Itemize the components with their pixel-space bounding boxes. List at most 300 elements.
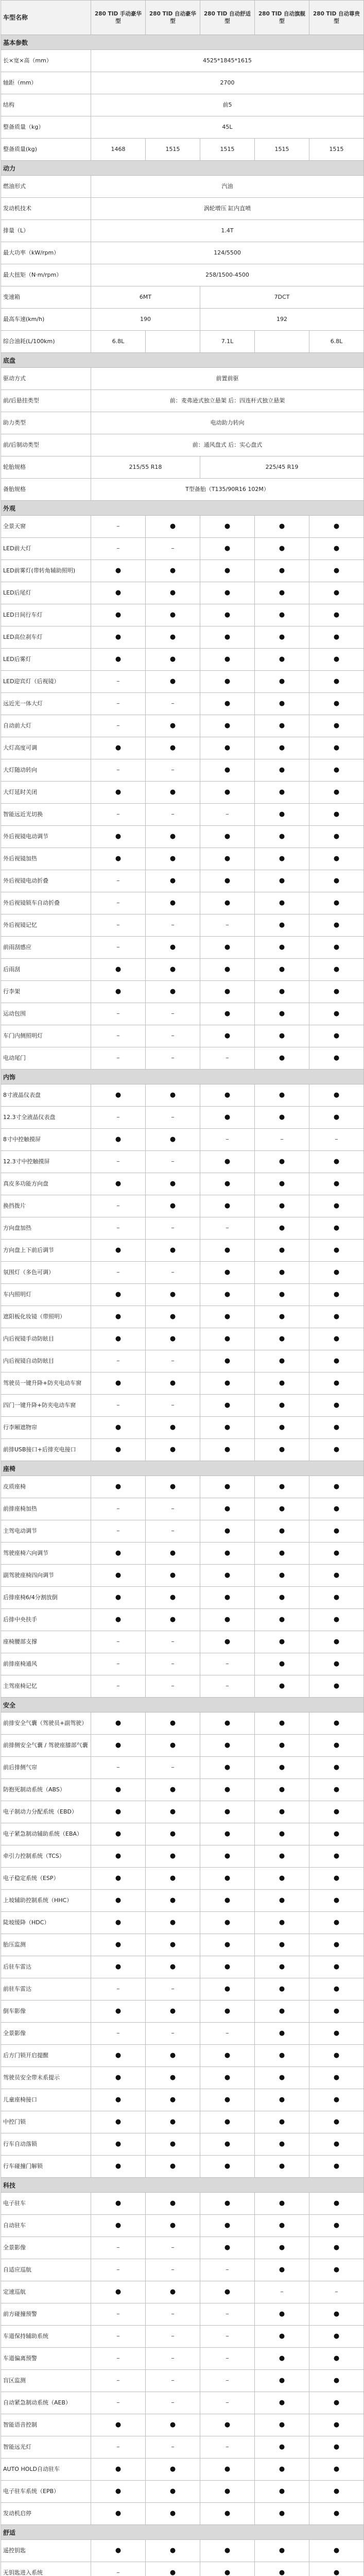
spec-value-group: 6MT xyxy=(91,286,200,309)
spec-row xyxy=(1,2326,364,2348)
spec-value-trim-3: ● xyxy=(200,1151,255,1173)
spec-value-trim-2: ● xyxy=(146,2193,200,2215)
spec-value-trim-1: – xyxy=(91,1107,146,1129)
spec-label: 牵引力控制系统（TCS） xyxy=(1,1845,91,1868)
spec-value-trim-4: ● xyxy=(255,1173,309,1195)
section-title: 基本参数 xyxy=(1,35,364,50)
spec-value-trim-4: ● xyxy=(255,2326,309,2348)
spec-value-trim-5: ● xyxy=(309,1107,364,1129)
spec-value-trim-3: – xyxy=(200,1217,255,1240)
spec-label: 座椅腰部支撑 xyxy=(1,1631,91,1653)
spec-value-trim-4: ● xyxy=(255,582,309,604)
spec-value-trim-1: – xyxy=(91,1151,146,1173)
spec-value-trim-4: ● xyxy=(255,1890,309,1912)
spec-label: 内后视镜自动防眩目 xyxy=(1,1350,91,1372)
spec-value-trim-5: 6.8L xyxy=(309,331,364,353)
spec-value-all-trims: 前：麦弗逊式独立悬架 后：四连杆式独立悬架 xyxy=(91,390,364,412)
spec-value-trim-1: – xyxy=(91,937,146,959)
spec-value-trim-3: ● xyxy=(200,1350,255,1372)
spec-value-trim-5: ● xyxy=(309,937,364,959)
spec-label: 前方碰撞预警 xyxy=(1,2303,91,2326)
spec-value-all-trims: 124/5500 xyxy=(91,242,364,264)
spec-value-trim-5: ● xyxy=(309,2303,364,2326)
spec-value-trim-5: ● xyxy=(309,560,364,582)
spec-value-trim-5: ● xyxy=(309,2193,364,2215)
spec-label: 8寸液晶仪表盘 xyxy=(1,1084,91,1107)
spec-value-trim-2: ● xyxy=(146,2215,200,2237)
spec-value-trim-5: ● xyxy=(309,2414,364,2436)
spec-value-trim-1: – xyxy=(91,914,146,937)
spec-value-trim-4: ● xyxy=(255,804,309,826)
spec-value-trim-5: ● xyxy=(309,1890,364,1912)
spec-value-trim-1: – xyxy=(91,2303,146,2326)
spec-value-trim-4: ● xyxy=(255,604,309,626)
spec-value-trim-2: ● xyxy=(146,2459,200,2481)
spec-label: 电动尾门 xyxy=(1,1047,91,1070)
spec-value-trim-2: – xyxy=(146,2237,200,2259)
spec-value-trim-3: ● xyxy=(200,1284,255,1306)
spec-label: 方向盘上下前后调节 xyxy=(1,1240,91,1262)
spec-row xyxy=(1,2303,364,2326)
spec-value-trim-4: ● xyxy=(255,2067,309,2089)
spec-label: 电子驻车 xyxy=(1,2193,91,2215)
spec-value-trim-4: ● xyxy=(255,1047,309,1070)
spec-value-trim-2: ● xyxy=(146,1173,200,1195)
spec-value-trim-4: ● xyxy=(255,1217,309,1240)
spec-value-trim-4: ● xyxy=(255,1003,309,1025)
spec-value-trim-5: ● xyxy=(309,2045,364,2067)
spec-value-trim-4: ● xyxy=(255,1151,309,1173)
spec-value-trim-5: ● xyxy=(309,2111,364,2133)
spec-row xyxy=(1,2562,364,2576)
spec-value-all-trims: 45L xyxy=(91,116,364,139)
spec-value-trim-3: ● xyxy=(200,671,255,693)
spec-value-trim-1: ● xyxy=(91,737,146,759)
spec-label: 发动机技术 xyxy=(1,198,91,220)
spec-value-trim-1: 6.8L xyxy=(91,331,146,353)
spec-value-trim-5: ● xyxy=(309,2089,364,2111)
spec-label: 自动紧急制动系统（AEB） xyxy=(1,2392,91,2414)
spec-value-trim-3: ● xyxy=(200,981,255,1003)
spec-label: 副驾驶座椅四向调节 xyxy=(1,1565,91,1587)
spec-row xyxy=(1,2045,364,2067)
spec-value-trim-1: – xyxy=(91,1217,146,1240)
spec-value-trim-3: ● xyxy=(200,1084,255,1107)
spec-value-trim-5: ● xyxy=(309,1195,364,1217)
spec-value-trim-1: ● xyxy=(91,2045,146,2067)
section-header xyxy=(1,2178,364,2193)
spec-label: 行车碰撞门解锁 xyxy=(1,2156,91,2178)
spec-value-trim-3: ● xyxy=(200,826,255,848)
spec-value-trim-1: ● xyxy=(91,1934,146,1956)
spec-value-trim-3: ● xyxy=(200,1845,255,1868)
spec-row xyxy=(1,264,364,286)
spec-label: 胎压监测 xyxy=(1,1934,91,1956)
spec-label: 遥控钥匙 xyxy=(1,2540,91,2562)
spec-row xyxy=(1,2503,364,2525)
spec-value-trim-1: – xyxy=(91,1350,146,1372)
spec-value-all-trims: 前：通风盘式 后：实心盘式 xyxy=(91,434,364,456)
spec-label: 轴距（mm） xyxy=(1,72,91,94)
spec-value-trim-1: ● xyxy=(91,959,146,981)
section-title: 安全 xyxy=(1,1698,364,1713)
spec-label: LED日间行车灯 xyxy=(1,604,91,626)
spec-label: LED后尾灯 xyxy=(1,582,91,604)
spec-row xyxy=(1,1912,364,1934)
spec-value-trim-3: – xyxy=(200,2370,255,2392)
spec-label: 方向盘加热 xyxy=(1,1217,91,1240)
spec-value-trim-2: ● xyxy=(146,892,200,914)
spec-row xyxy=(1,2156,364,2178)
spec-value-trim-2: – xyxy=(146,1498,200,1520)
spec-value-trim-5: ● xyxy=(309,2481,364,2503)
spec-label: 最大功率（kW/rpm） xyxy=(1,242,91,264)
spec-value-trim-1: ● xyxy=(91,1306,146,1328)
spec-value-trim-2: ● xyxy=(146,1801,200,1823)
spec-value-trim-1: ● xyxy=(91,2281,146,2303)
spec-value-trim-1: ● xyxy=(91,1084,146,1107)
spec-label: 盲区监测 xyxy=(1,2370,91,2392)
spec-value-trim-1: ● xyxy=(91,560,146,582)
spec-value-trim-4: ● xyxy=(255,1779,309,1801)
spec-value-trim-2: ● xyxy=(146,848,200,870)
spec-value-trim-1: ● xyxy=(91,1609,146,1631)
spec-row xyxy=(1,1047,364,1070)
spec-value-trim-5: ● xyxy=(309,914,364,937)
spec-row xyxy=(1,671,364,693)
spec-value-trim-3: ● xyxy=(200,1520,255,1543)
spec-value-trim-5: ● xyxy=(309,1912,364,1934)
spec-value-trim-1: – xyxy=(91,2259,146,2281)
spec-value-trim-2: ● xyxy=(146,1439,200,1461)
spec-row xyxy=(1,286,364,309)
trim-name-4: 280 TID 自动旗舰型 xyxy=(255,1,309,35)
trim-name-1: 280 TID 手动豪华型 xyxy=(91,1,146,35)
spec-value-trim-2: ● xyxy=(146,2414,200,2436)
spec-value-trim-3: 1515 xyxy=(200,139,255,161)
spec-label: 电子驻车系统（EPB） xyxy=(1,2481,91,2503)
spec-value-trim-5: ● xyxy=(309,2001,364,2023)
spec-row xyxy=(1,2215,364,2237)
spec-value-trim-5: ● xyxy=(309,649,364,671)
spec-row xyxy=(1,759,364,782)
spec-value-trim-5: ● xyxy=(309,1328,364,1350)
spec-value-trim-4: ● xyxy=(255,1868,309,1890)
spec-value-trim-1: ● xyxy=(91,1543,146,1565)
spec-label: 后排座椅6/4分割放倒 xyxy=(1,1587,91,1609)
spec-value-trim-3: ● xyxy=(200,2045,255,2067)
spec-value-trim-2: – xyxy=(146,914,200,937)
spec-value-trim-3: ● xyxy=(200,1543,255,1565)
spec-value-trim-4: ● xyxy=(255,1912,309,1934)
spec-value-trim-4: ● xyxy=(255,538,309,560)
trim-header-row xyxy=(1,1,364,35)
spec-value-all-trims: 电动助力转向 xyxy=(91,412,364,434)
spec-value-group: 192 xyxy=(200,309,364,331)
spec-value-trim-2: – xyxy=(146,1653,200,1675)
spec-label: 外后视镜锁车自动折叠 xyxy=(1,892,91,914)
spec-value-trim-5: ● xyxy=(309,759,364,782)
spec-value-trim-1: – xyxy=(91,1520,146,1543)
spec-value-trim-2: – xyxy=(146,693,200,715)
spec-value-trim-2: ● xyxy=(146,782,200,804)
spec-value-trim-4: ● xyxy=(255,2303,309,2326)
spec-value-trim-3: ● xyxy=(200,1417,255,1439)
spec-value-trim-3: – xyxy=(200,2326,255,2348)
spec-value-trim-1: – xyxy=(91,892,146,914)
spec-value-trim-3: ● xyxy=(200,516,255,538)
spec-value-trim-2 xyxy=(146,331,200,353)
spec-table xyxy=(1,0,364,2576)
spec-value-trim-1: ● xyxy=(91,1240,146,1262)
spec-value-trim-1: ● xyxy=(91,2156,146,2178)
spec-value-trim-4: ● xyxy=(255,1328,309,1350)
spec-value-trim-3: ● xyxy=(200,2215,255,2237)
spec-value-trim-1: – xyxy=(91,1631,146,1653)
spec-row xyxy=(1,2481,364,2503)
spec-value-trim-5: ● xyxy=(309,2156,364,2178)
spec-value-trim-4: ● xyxy=(255,2193,309,2215)
spec-value-trim-1: ● xyxy=(91,1565,146,1587)
spec-value-trim-5: ● xyxy=(309,2562,364,2576)
spec-row xyxy=(1,1868,364,1890)
spec-row xyxy=(1,693,364,715)
section-title: 内饰 xyxy=(1,1070,364,1084)
spec-value-trim-4: ● xyxy=(255,1195,309,1217)
spec-value-trim-5: ● xyxy=(309,1025,364,1047)
spec-value-trim-4: ● xyxy=(255,671,309,693)
spec-value-trim-2: ● xyxy=(146,1823,200,1845)
spec-value-trim-2: – xyxy=(146,2436,200,2459)
spec-value-trim-2: – xyxy=(146,1025,200,1047)
section-header xyxy=(1,2525,364,2540)
spec-value-trim-2: ● xyxy=(146,2001,200,2023)
spec-value-trim-5: ● xyxy=(309,2259,364,2281)
spec-value-trim-4: ● xyxy=(255,1934,309,1956)
spec-value-all-trims: 前5 xyxy=(91,94,364,116)
spec-value-trim-4: ● xyxy=(255,1240,309,1262)
spec-value-all-trims: 2700 xyxy=(91,72,364,94)
spec-value-trim-2: ● xyxy=(146,981,200,1003)
spec-row xyxy=(1,2459,364,2481)
spec-value-trim-4: ● xyxy=(255,1565,309,1587)
spec-value-trim-5: ● xyxy=(309,1779,364,1801)
spec-value-trim-2: ● xyxy=(146,1306,200,1328)
spec-value-trim-5: ● xyxy=(309,1498,364,1520)
spec-value-trim-3: ● xyxy=(200,1195,255,1217)
spec-value-trim-3: 7.1L xyxy=(200,331,255,353)
spec-value-trim-3: ● xyxy=(200,582,255,604)
spec-value-trim-3: – xyxy=(200,2023,255,2045)
spec-label: 定速巡航 xyxy=(1,2281,91,2303)
spec-value-trim-2: ● xyxy=(146,1779,200,1801)
spec-value-trim-5: ● xyxy=(309,1713,364,1735)
spec-value-trim-5: ● xyxy=(309,2215,364,2237)
spec-label: 电子紧急制动辅助系统（EBA） xyxy=(1,1823,91,1845)
spec-value-trim-3: ● xyxy=(200,1565,255,1587)
spec-value-trim-3: ● xyxy=(200,2481,255,2503)
spec-value-trim-3: ● xyxy=(200,1395,255,1417)
spec-value-trim-4 xyxy=(255,331,309,353)
spec-value-trim-1: – xyxy=(91,759,146,782)
spec-value-group: 7DCT xyxy=(200,286,364,309)
spec-value-trim-2: – xyxy=(146,2326,200,2348)
spec-value-trim-4: ● xyxy=(255,1107,309,1129)
spec-row xyxy=(1,2193,364,2215)
spec-label: 12.3寸全液晶仪表盘 xyxy=(1,1107,91,1129)
spec-value-trim-1: ● xyxy=(91,1417,146,1439)
spec-row xyxy=(1,1417,364,1439)
spec-label: 8寸中控触摸屏 xyxy=(1,1129,91,1151)
spec-value-trim-5: ● xyxy=(309,2023,364,2045)
spec-row xyxy=(1,516,364,538)
spec-value-trim-2: ● xyxy=(146,826,200,848)
spec-label: 外后视镜电动调节 xyxy=(1,826,91,848)
spec-label: 轮胎规格 xyxy=(1,456,91,479)
spec-value-trim-5: ● xyxy=(309,582,364,604)
spec-value-trim-1: ● xyxy=(91,2414,146,2436)
spec-label: 内后视镜手动防眩目 xyxy=(1,1328,91,1350)
spec-value-trim-1: ● xyxy=(91,1801,146,1823)
table-title: 车型名称 xyxy=(1,1,91,35)
spec-label: 换挡拨片 xyxy=(1,1195,91,1217)
spec-value-trim-3: ● xyxy=(200,1801,255,1823)
spec-value-trim-2: ● xyxy=(146,671,200,693)
spec-label: 后雨刮 xyxy=(1,959,91,981)
spec-value-trim-4: ● xyxy=(255,2348,309,2370)
spec-value-trim-1: – xyxy=(91,1395,146,1417)
spec-value-trim-1: – xyxy=(91,1653,146,1675)
spec-value-trim-4: ● xyxy=(255,1801,309,1823)
spec-value-trim-4: ● xyxy=(255,2111,309,2133)
spec-label: 行车自动落锁 xyxy=(1,2133,91,2156)
spec-value-group: 225/45 R19 xyxy=(200,456,364,479)
spec-value-trim-4: 1515 xyxy=(255,139,309,161)
spec-label: 最高车速(km/h) xyxy=(1,309,91,331)
spec-label: AUTO HOLD自动驻车 xyxy=(1,2459,91,2481)
spec-value-trim-4: ● xyxy=(255,1439,309,1461)
spec-row xyxy=(1,1845,364,1868)
spec-value-trim-1: ● xyxy=(91,1372,146,1395)
section-header xyxy=(1,1461,364,1476)
spec-value-trim-5: ● xyxy=(309,804,364,826)
spec-value-trim-1: – xyxy=(91,1003,146,1025)
spec-value-trim-5: ● xyxy=(309,1084,364,1107)
spec-value-trim-1: – xyxy=(91,693,146,715)
spec-value-trim-4: ● xyxy=(255,892,309,914)
spec-value-trim-3: ● xyxy=(200,1476,255,1498)
spec-row xyxy=(1,804,364,826)
spec-value-trim-1: – xyxy=(91,715,146,737)
spec-value-trim-1: – xyxy=(91,1047,146,1070)
spec-value-trim-5: ● xyxy=(309,1262,364,1284)
spec-value-trim-1: – xyxy=(91,516,146,538)
section-header xyxy=(1,353,364,368)
spec-value-trim-1: ● xyxy=(91,1284,146,1306)
spec-value-trim-2: ● xyxy=(146,1713,200,1735)
spec-value-trim-2: ● xyxy=(146,1543,200,1565)
spec-value-trim-4: ● xyxy=(255,1587,309,1609)
spec-label: 大灯延时关闭 xyxy=(1,782,91,804)
spec-row xyxy=(1,1735,364,1757)
section-title: 动力 xyxy=(1,161,364,176)
spec-label: 电子稳定系统（ESP） xyxy=(1,1868,91,1890)
spec-row xyxy=(1,1631,364,1653)
spec-value-trim-2: ● xyxy=(146,560,200,582)
spec-row xyxy=(1,479,364,501)
spec-label: 四门一键升降+防夹电动车窗 xyxy=(1,1395,91,1417)
spec-label: 电子制动力分配系统（EBD） xyxy=(1,1801,91,1823)
spec-value-trim-3: ● xyxy=(200,2001,255,2023)
spec-row xyxy=(1,2089,364,2111)
spec-label: 大灯高度可调 xyxy=(1,737,91,759)
spec-row xyxy=(1,368,364,390)
spec-row xyxy=(1,390,364,412)
spec-value-trim-5: 1515 xyxy=(309,139,364,161)
spec-label: LED前雾灯(带转角辅助照明) xyxy=(1,560,91,582)
spec-row xyxy=(1,1173,364,1195)
spec-label: 后驻车雷达 xyxy=(1,1956,91,1978)
spec-value-trim-1: ● xyxy=(91,1868,146,1890)
spec-value-trim-4: ● xyxy=(255,1631,309,1653)
spec-value-trim-4: ● xyxy=(255,2503,309,2525)
spec-value-trim-4: ● xyxy=(255,1978,309,2001)
spec-value-trim-3: ● xyxy=(200,1107,255,1129)
spec-label: 前排安全气囊（驾驶员+副驾驶） xyxy=(1,1713,91,1735)
spec-label: 车道偏离预警 xyxy=(1,2348,91,2370)
spec-label: 真皮多功能方向盘 xyxy=(1,1173,91,1195)
spec-value-trim-2: – xyxy=(146,2303,200,2326)
spec-value-trim-5: ● xyxy=(309,1956,364,1978)
section-title: 舒适 xyxy=(1,2525,364,2540)
spec-value-trim-5: ● xyxy=(309,826,364,848)
spec-value-trim-3: – xyxy=(200,2303,255,2326)
spec-row xyxy=(1,1025,364,1047)
spec-row xyxy=(1,1779,364,1801)
spec-row xyxy=(1,1934,364,1956)
spec-value-trim-3: ● xyxy=(200,1372,255,1395)
spec-value-trim-3: ● xyxy=(200,892,255,914)
spec-value-trim-3: ● xyxy=(200,848,255,870)
spec-row xyxy=(1,1395,364,1417)
spec-label: 结构 xyxy=(1,94,91,116)
spec-value-trim-5: ● xyxy=(309,1823,364,1845)
spec-value-trim-1: ● xyxy=(91,2133,146,2156)
spec-row xyxy=(1,782,364,804)
spec-value-trim-5: ● xyxy=(309,870,364,892)
spec-value-trim-2: – xyxy=(146,2023,200,2045)
spec-value-trim-1: – xyxy=(91,2023,146,2045)
spec-value-trim-1: ● xyxy=(91,1890,146,1912)
spec-row xyxy=(1,2436,364,2459)
spec-value-trim-4: ● xyxy=(255,981,309,1003)
spec-value-trim-5: ● xyxy=(309,2459,364,2481)
spec-row xyxy=(1,309,364,331)
spec-value-trim-2: – xyxy=(146,2392,200,2414)
spec-value-trim-1: ● xyxy=(91,2193,146,2215)
spec-row xyxy=(1,242,364,264)
spec-row xyxy=(1,1978,364,2001)
spec-row xyxy=(1,1565,364,1587)
spec-value-trim-2: 1515 xyxy=(146,139,200,161)
spec-value-trim-1: ● xyxy=(91,2459,146,2481)
spec-value-trim-2: – xyxy=(146,759,200,782)
spec-value-trim-3: ● xyxy=(200,2237,255,2259)
spec-value-trim-3: ● xyxy=(200,1823,255,1845)
spec-value-trim-5: ● xyxy=(309,1565,364,1587)
spec-value-trim-2: – xyxy=(146,1107,200,1129)
spec-value-trim-3: ● xyxy=(200,1025,255,1047)
